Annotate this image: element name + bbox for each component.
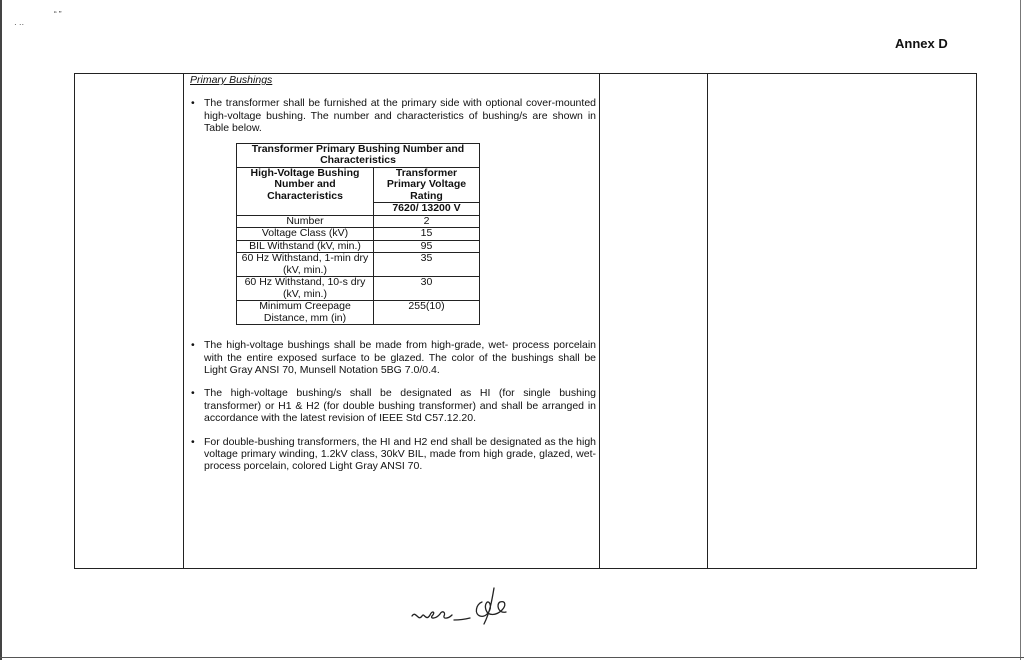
row-value: 15 — [374, 228, 480, 241]
row-label: 60 Hz Withstand, 10-s dry (kV, min.) — [237, 277, 374, 301]
scan-speck: · ·· — [14, 20, 25, 29]
scan-edge-left — [0, 0, 2, 660]
table-row — [237, 215, 480, 228]
section-heading: Primary Bushings — [190, 74, 273, 86]
table-row — [237, 228, 480, 241]
table-header-rating-value: 7620/ 13200 V — [374, 203, 480, 216]
row-label: BIL Withstand (kV, min.) — [237, 240, 374, 253]
row-value: 30 — [374, 277, 480, 301]
row-label: 60 Hz Withstand, 1-min dry (kV, min.) — [237, 253, 374, 277]
scan-edge-bottom — [0, 657, 1024, 658]
scan-edge-right — [1020, 0, 1021, 660]
table-header-voltage-rating: Transformer Primary Voltage Rating — [374, 167, 480, 203]
row-value: 95 — [374, 240, 480, 253]
bullet-text: The high-voltage bushing/s shall be designated as HI (for single bushing transformer) or H1 & H2 (for double bushing transformer) and shall be arranged in accordance with the latest revision of IEEE Std C57.12.20. — [204, 387, 596, 425]
column-divider — [707, 74, 708, 568]
bullet-item — [186, 436, 596, 473]
bullet-dot-icon: • — [191, 339, 195, 352]
table-header-characteristics: High-Voltage Bushing Number and Characteristics — [237, 167, 374, 215]
row-label: Voltage Class (kV) — [237, 228, 374, 241]
row-value: 2 — [374, 215, 480, 228]
row-label: Number — [237, 215, 374, 228]
column-divider — [599, 74, 600, 568]
table-row — [237, 301, 480, 325]
bullet-text: The transformer shall be furnished at the primary side with optional cover-mounted high-voltage bushing. The number and characteristics of bushing/s are shown in Table below. — [204, 97, 596, 135]
bushing-table — [236, 143, 480, 326]
row-value: 35 — [374, 253, 480, 277]
bullet-item — [186, 387, 596, 424]
section-content — [186, 73, 596, 473]
table-row — [237, 253, 480, 277]
annex-label: Annex D — [895, 36, 948, 51]
row-value: 255(10) — [374, 301, 480, 325]
table-row — [237, 277, 480, 301]
table-row — [237, 240, 480, 253]
row-label: Minimum Creepage Distance, mm (in) — [237, 301, 374, 325]
bullet-text: The high-voltage bushings shall be made from high-grade, wet- process porcelain with the entire exposed surface to be glazed. The color of the bushings shall be Light Gray ANSI 70, Munsell Notation 5BG 7.0/0.4. — [204, 339, 596, 376]
bullet-item — [186, 97, 596, 134]
column-divider — [183, 74, 184, 568]
bullet-dot-icon: • — [191, 435, 195, 448]
bullet-dot-icon: • — [191, 97, 195, 110]
table-title: Transformer Primary Bushing Number and Characteristics — [237, 143, 480, 167]
handwritten-signature — [410, 582, 520, 632]
bullet-text: For double-bushing transformers, the HI and H2 end shall be designated as the high voltage primary winding, 1.2kV class, 30kV BIL, made from high grade, glazed, wet-process porcelain, colored Light Gray ANSI 70. — [204, 435, 596, 473]
scan-speck: “ ” — [54, 10, 62, 19]
bullet-dot-icon: • — [191, 387, 195, 400]
bullet-item — [186, 339, 596, 376]
